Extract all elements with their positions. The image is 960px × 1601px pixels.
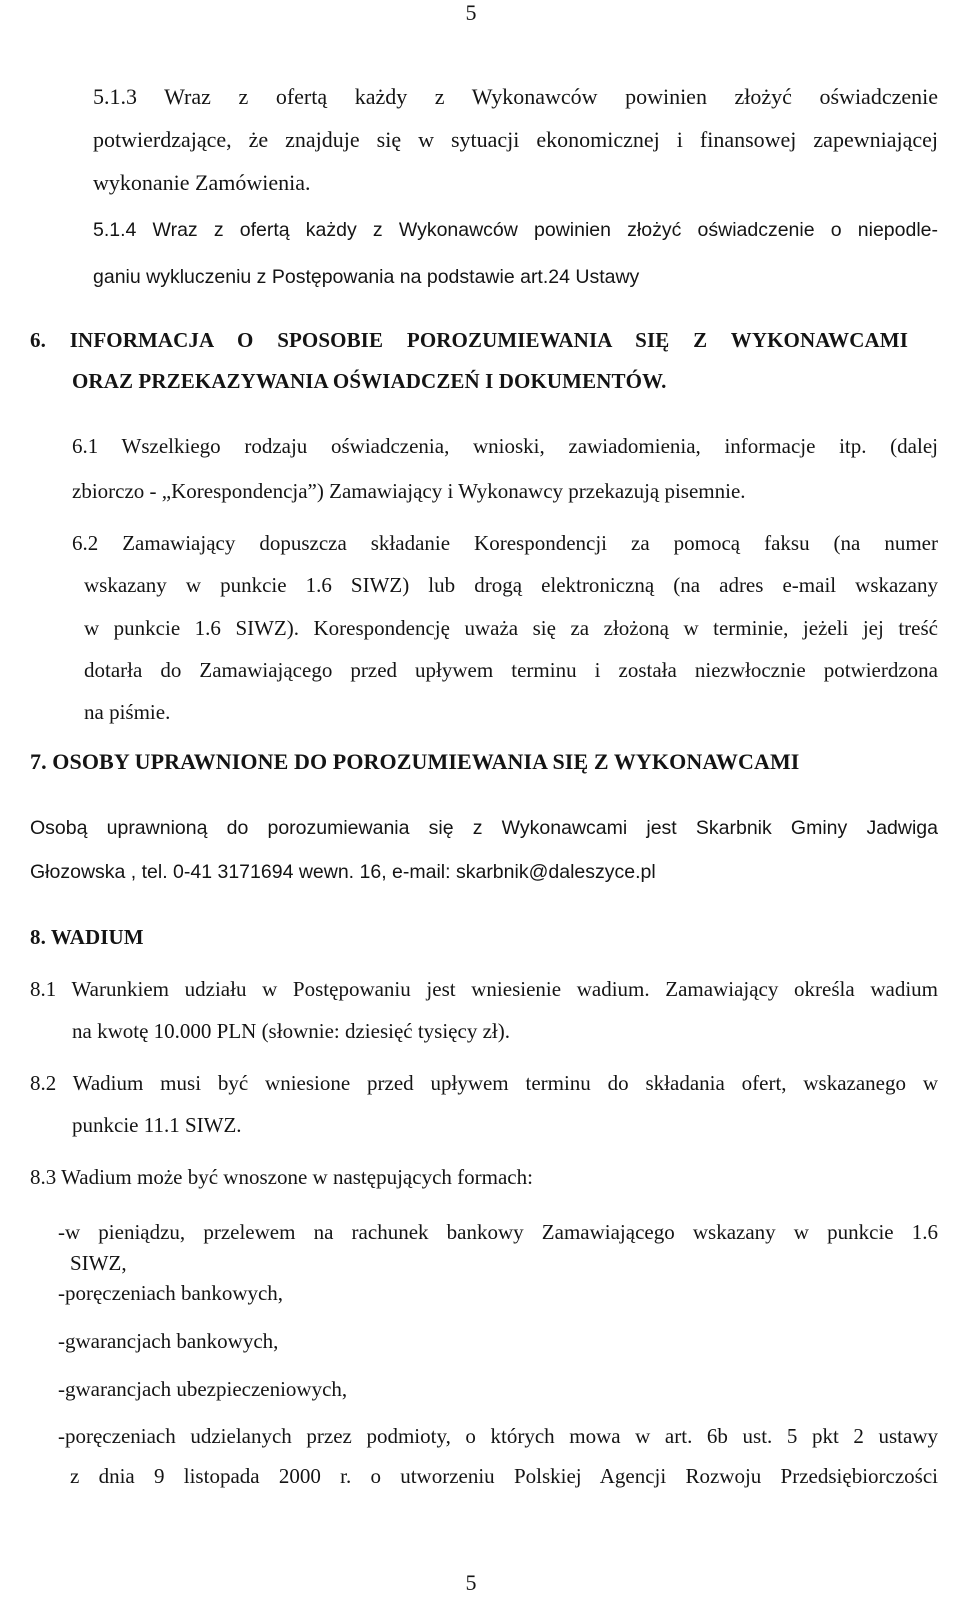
form-item-agency-sureties-line-1-text: -poręczeniach udzielanych przez podmioty, o których mowa w art. 6b ust. 5 pkt 2 ustawy [58,1424,938,1448]
section-8-1-line-1-text: 8.1 Warunkiem udziału w Postępowaniu jest wniesienie wadium. Zamawiający określa wadium [30,977,938,1001]
section-5-1-3-line-3: wykonanie Zamówienia. [93,170,311,195]
form-item-agency-sureties-line-2-text: z dnia 9 listopada 2000 r. o utworzeniu Polskiej Agencji Rozwoju Przedsiębiorczości [70,1464,938,1488]
form-item-agency-sureties-line-2 [70,1464,938,1489]
section-6-heading-line-2: ORAZ PRZEKAZYWANIA OŚWIADCZEŃ I DOKUMENTÓW. [72,369,667,393]
section-7-heading: 7. OSOBY UPRAWNIONE DO POROZUMIEWANIA SIĘ Z WYKONAWCAMI [30,749,800,774]
section-6-heading-line-1 [30,328,908,353]
section-5-1-3-line-1-text: 5.1.3 Wraz z ofertą każdy z Wykonawców powinien złożyć oświadczenie [93,84,938,109]
form-item-bank-guarantees-sureties: -poręczeniach bankowych, [58,1281,284,1305]
section-6-heading-line-1-text: 6. INFORMACJA O SPOSOBIE POROZUMIEWANIA SIĘ Z WYKONAWCAMI [30,328,908,352]
form-item-cash-line-1-text: -w pieniądzu, przelewem na rachunek bankowy Zamawiającego wskazany w punkcie 1.6 [58,1220,938,1244]
section-5-1-4-line-1-text: 5.1.4 Wraz z ofertą każdy z Wykonawców powinien złożyć oświadczenie o niepodle- [93,219,938,241]
section-5-1-4-line-2: ganiu wykluczeniu z Postępowania na podstawie art.24 Ustawy [93,266,640,288]
section-7-line-2: Głozowska , tel. 0-41 3171694 wewn. 16, e-mail: skarbnik@daleszyce.pl [30,861,656,883]
section-6-1-line-1-text: 6.1 Wszelkiego rodzaju oświadczenia, wnioski, zawiadomienia, informacje itp. (dalej [72,434,938,458]
form-item-cash-line-2: SIWZ, [70,1251,127,1275]
section-6-2-line-1-text: 6.2 Zamawiający dopuszcza składanie Korespondencji za pomocą faksu (na numer [72,531,938,555]
section-6-2-line-1 [72,531,938,556]
section-6-1-line-2: zbiorczo - „Korespondencja”) Zamawiający i Wykonawcy przekazują pisemnie. [72,479,746,503]
section-5-1-4-line-1 [93,219,938,242]
page-number-top: 5 [465,0,477,25]
section-8-2-line-1 [30,1071,938,1096]
form-item-agency-sureties-line-1 [58,1424,938,1449]
section-8-2-line-2: punkcie 11.1 SIWZ. [72,1113,242,1137]
section-8-2-line-1-text: 8.2 Wadium musi być wniesione przed upływem terminu do składania ofert, wskazanego w [30,1071,938,1095]
section-6-2-line-4 [84,658,938,683]
section-8-1-line-2: na kwotę 10.000 PLN (słownie: dziesięć tysięcy zł). [72,1019,510,1043]
form-item-cash-line-1 [58,1220,938,1245]
section-8-heading: 8. WADIUM [30,925,144,949]
section-5-1-3-line-2 [93,127,938,153]
section-8-3-line: 8.3 Wadium może być wnoszone w następujących formach: [30,1165,533,1189]
form-item-bank-guarantees: -gwarancjach bankowych, [58,1329,279,1353]
section-6-2-line-4-text: dotarła do Zamawiającego przed upływem terminu i została niezwłocznie potwierdzona [84,658,938,682]
section-6-2-line-3 [84,616,938,641]
section-8-1-line-1 [30,977,938,1002]
section-6-2-line-3-text: w punkcie 1.6 SIWZ). Korespondencję uważa się za złożoną w terminie, jeżeli jej treść [84,616,938,640]
page-number-bottom: 5 [465,1570,477,1595]
section-6-1-line-1 [72,434,938,459]
section-5-1-3-line-2-text: potwierdzające, że znajduje się w sytuacji ekonomicznej i finansowej zapewniającej [93,127,938,152]
section-6-2-line-2-text: wskazany w punkcie 1.6 SIWZ) lub drogą elektroniczną (na adres e-mail wskazany [84,573,938,597]
form-item-insurance-guarantees: -gwarancjach ubezpieczeniowych, [58,1377,348,1401]
section-6-2-line-5: na piśmie. [84,700,171,724]
section-5-1-3-line-1 [93,84,938,110]
section-6-2-line-2 [84,573,938,598]
section-7-line-1-text: Osobą uprawnioną do porozumiewania się z Wykonawcami jest Skarbnik Gminy Jadwiga [30,817,938,839]
section-7-line-1 [30,817,938,840]
